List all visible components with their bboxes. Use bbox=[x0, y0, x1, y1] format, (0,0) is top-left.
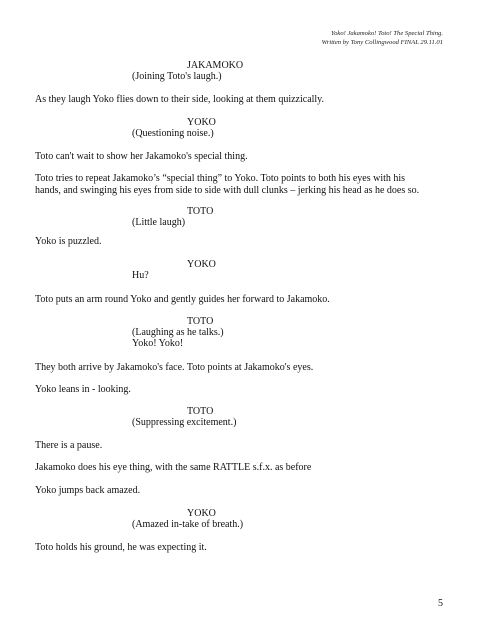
character-name: TOTO bbox=[187, 406, 214, 417]
character-name: TOTO bbox=[187, 206, 214, 217]
dialogue-line: Hu? bbox=[132, 270, 149, 281]
dialogue-line: Yoko! Yoko! bbox=[132, 338, 184, 349]
header-credit: Written by Tony Collingwood FINAL 29.11.01 bbox=[321, 39, 443, 46]
action-line: Yoko is puzzled. bbox=[35, 236, 102, 247]
action-line: There is a pause. bbox=[35, 440, 103, 451]
action-line: As they laugh Yoko flies down to their side, looking at them quizzically. bbox=[35, 94, 325, 105]
character-name: JAKAMOKO bbox=[187, 60, 244, 71]
action-line: hands, and swinging his eyes from side to side with dull clunks – jerking his head as he does so. bbox=[35, 185, 420, 196]
parenthetical: (Little laugh) bbox=[132, 217, 186, 228]
character-name: YOKO bbox=[187, 117, 216, 128]
page-number: 5 bbox=[438, 598, 443, 609]
action-line: Jakamoko does his eye thing, with the same RATTLE s.f.x. as before bbox=[35, 462, 312, 473]
parenthetical: (Questioning noise.) bbox=[132, 128, 214, 139]
action-line: They both arrive by Jakamoko's face. Toto points at Jakamoko's eyes. bbox=[35, 362, 314, 373]
action-line: Toto tries to repeat Jakamoko’s “special thing” to Yoko. Toto points to both his eyes with his bbox=[35, 173, 406, 184]
running-header bbox=[322, 29, 443, 47]
character-name: TOTO bbox=[187, 316, 214, 327]
parenthetical: (Laughing as he talks.) bbox=[132, 327, 224, 338]
character-name: YOKO bbox=[187, 259, 216, 270]
action-line: Toto puts an arm round Yoko and gently guides her forward to Jakamoko. bbox=[35, 294, 330, 305]
parenthetical: (Amazed in-take of breath.) bbox=[132, 519, 244, 530]
parenthetical: (Suppressing excitement.) bbox=[132, 417, 237, 428]
action-line: Yoko leans in - looking. bbox=[35, 384, 131, 395]
character-name: YOKO bbox=[187, 508, 216, 519]
header-title: Yoko! Jakamoko! Toto! The Special Thing. bbox=[331, 30, 443, 37]
action-line: Toto holds his ground, he was expecting it. bbox=[35, 542, 207, 553]
action-line: Toto can't wait to show her Jakamoko's special thing. bbox=[35, 151, 248, 162]
parenthetical: (Joining Toto's laugh.) bbox=[132, 71, 222, 82]
action-line: Yoko jumps back amazed. bbox=[35, 485, 141, 496]
